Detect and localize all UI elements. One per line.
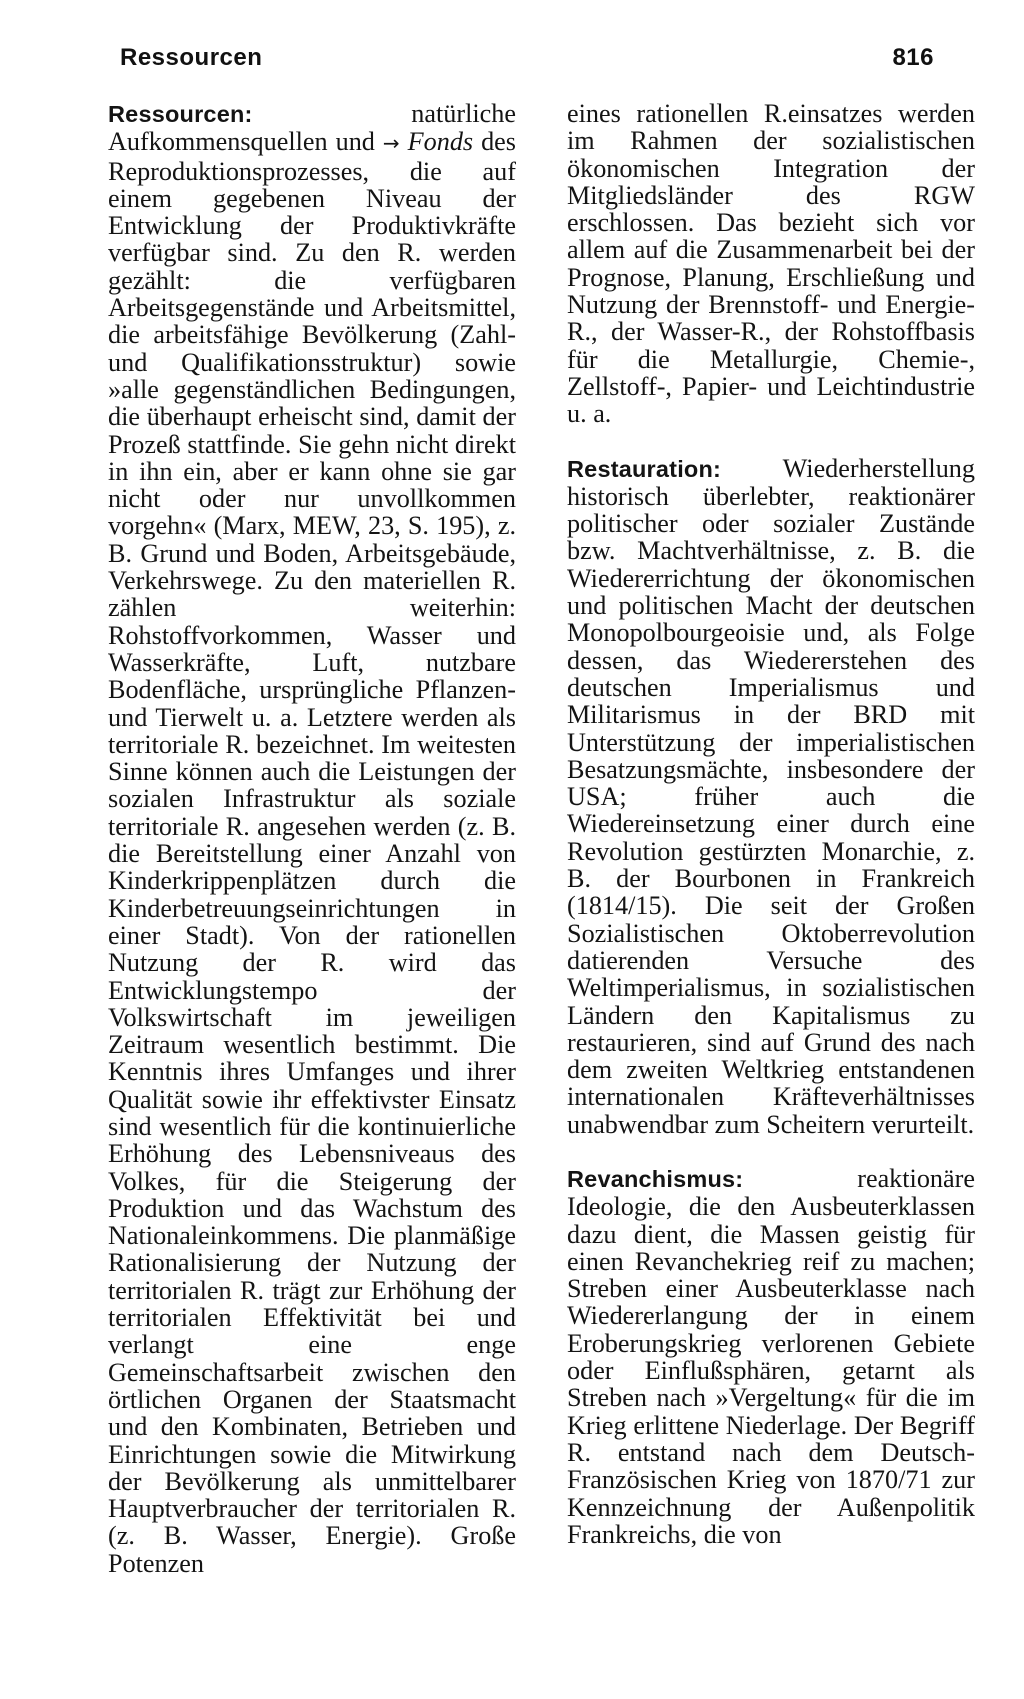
entry-term: Restauration <box>567 455 714 482</box>
entry-text: des Reproduktionsprozesses, die auf einem gegebenen Niveau der Entwicklung der Produktivkräfte verfügbar sind. Zu den R. werden gezählt: die verfügbaren Arbeitsgegenstände und Arbeitsmittel, die arbeitsfähige Bevölkerung (Zahl- und Qualifikationsstruktur) sowie »alle gegenständlichen Bedingungen, die überhaupt erheischt sind, damit der Prozeß stattfinde. Sie gehn nicht direkt in ihn ein, aber er kann ohne sie gar nicht oder nur unvollkommen vorgehn« (Marx, MEW, 23, S. 195), z. B. Grund und Boden, Arbeitsgebäude, Verkehrswege. Zu den materiellen R. zählen weiterhin: Rohstoffvorkommen, Wasser und Wasserkräfte, Luft, nutzbare Bodenfläche, ursprüngliche Pflanzen- und Tierwelt u. a. Letztere werden als territoriale R. bezeichnet. Im weitesten Sinne können auch die Leistungen der sozialen Infrastruktur als soziale territoriale R. angesehen werden (z. B. die Bereitstellung einer Anzahl von Kinderkrippenplätzen durch die Kinderbetreuungseinrichtungen in einer Stadt). Von der rationellen Nutzung der R. wird das Entwicklungstempo der Volkswirtschaft im jeweiligen Zeitraum wesentlich bestimmt. Die Kenntnis ihres Umfanges und ihrer Qualität sowie ihr effektivster Einsatz sind wesentlich für die kontinuierliche Erhöhung des Lebensniveaus des Volkes, für die Steigerung der Produktion und das Wachstum des Nationaleinkommens. Die planmäßige Rationalisierung der Nutzung der territorialen R. trägt zur Erhöhung der territorialen Effektivität bei und verlangt eine enge Gemeinschaftsarbeit zwischen den örtlichen Organen der Staatsmacht und den Kombinaten, Betrieben und Einrichtungen sowie die Mitwirkung der Bevölkerung als unmittelbarer Hauptverbraucher der territorialen R. (z. B. Wasser, Energie). Große Potenzen <box>108 127 516 1578</box>
page-number: 816 <box>892 44 934 71</box>
entry-ressourcen <box>108 100 516 1577</box>
entry-revanchismus <box>567 1165 975 1548</box>
entry-text: eines rationellen R.einsatzes werden im Rahmen der sozialistischen ökonomischen Integration der Mitgliedsländer des RGW erschlossen. Das bezieht sich vor allem auf die Zusammenarbeit bei der Prognose, Planung, Erschließung und Nutzung der Brennstoff- und Energie-R., der Wasser-R., der Rohstoffbasis für die Metallurgie, Chemie-, Zellstoff-, Papier- und Leichtindustrie u. a. <box>567 99 975 429</box>
term-colon: : <box>735 1165 744 1192</box>
entry-text: reaktionäre Ideologie, die den Ausbeuterklassen dazu dient, die Massen geistig für einen Revanchekrieg reif zu machen; Streben einer Ausbeuterklasse nach Wiedererlangung der in einem Eroberungskrieg verlorenen Gebiete oder Einflußsphären, getarnt als Streben nach »Vergeltung« für die im Krieg erlittene Niederlage. Der Begriff R. entstand nach dem Deutsch-Französischen Krieg von 1870/71 zur Kennzeichnung der Außenpolitik Frankreichs, die von <box>567 1163 975 1549</box>
entry-term: Revanchismus <box>567 1165 736 1192</box>
right-column <box>567 100 975 1548</box>
entry-text: Wiederherstellung historisch überlebter, reaktionärer politischer oder sozialer Zustände bzw. Machtverhältnisse, z. B. die Wiedererrichtung der ökonomischen und politischen Macht der deutschen Monopolbourgeoisie und, als Folge dessen, das Wiedererstehen des deutschen Imperialismus und Militarismus in der BRD mit Unterstützung der imperialistischen Besatzungsmächte, insbesondere der USA; früher auch die Wiedereinsetzung einer durch eine Revolution gestürzten Monarchie, z. B. der Bourbonen in Frankreich (1814/15). Die seit der Großen Sozialistischen Oktoberrevolution datierenden Versuche des Weltimperialismus, in sozialistischen Ländern den Kapitalismus zu restaurieren, sind auf Grund des nach dem zweiten Weltkrieg entstandenen internationalen Kräfteverhältnisses unabwendbar zum Scheitern verurteilt. <box>567 453 975 1139</box>
term-colon: : <box>244 101 253 127</box>
left-column <box>108 100 516 1577</box>
entry-ressourcen-continued <box>567 100 975 428</box>
entry-term: Ressourcen <box>108 101 245 127</box>
running-head-title: Ressourcen <box>120 44 263 71</box>
entry-text: natürliche Aufkommensquellen und <box>108 99 516 157</box>
cross-reference-arrow-icon: → <box>382 131 400 156</box>
term-colon: : <box>713 455 721 482</box>
cross-reference-link[interactable]: Fonds <box>407 127 474 157</box>
entry-restauration <box>567 455 975 1138</box>
